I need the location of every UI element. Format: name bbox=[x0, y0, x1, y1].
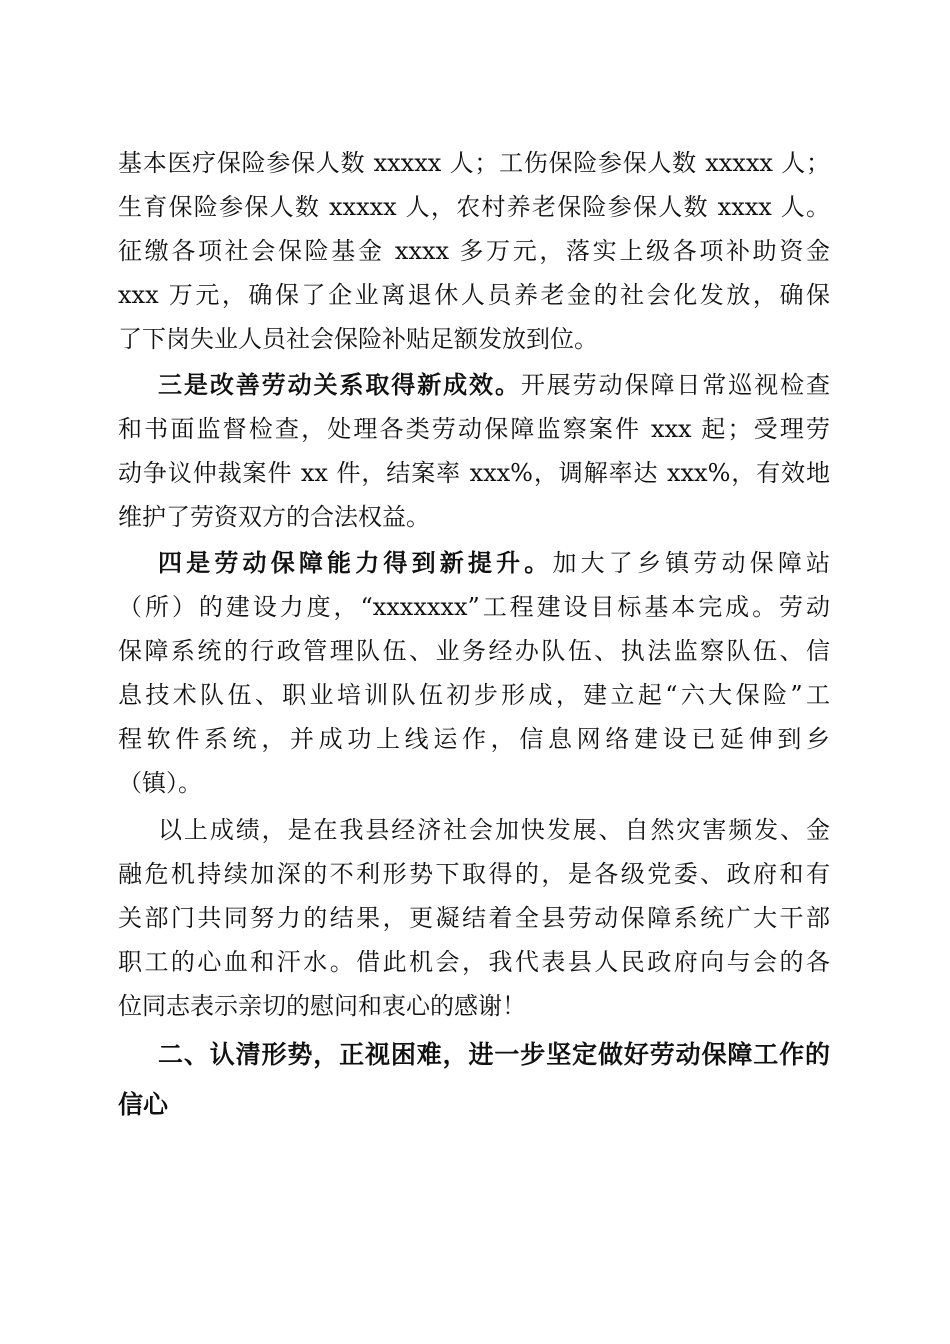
paragraph-line: 保障系统的行政管理队伍、业务经办队伍、执法监察队伍、信 bbox=[118, 637, 830, 665]
paragraph-first-line bbox=[118, 363, 830, 407]
paragraph-line: xxx 万元，确保了企业离退休人员养老金的社会化发放，确保 bbox=[118, 281, 830, 309]
paragraph-line-rest: 开展劳动保障日常巡视检查 bbox=[520, 371, 831, 399]
paragraph-capacity bbox=[118, 541, 830, 805]
paragraph-line: 关部门共同努力的结果，更凝结着全县劳动保障系统广大干部 bbox=[118, 904, 830, 932]
paragraph-line: （镇）。 bbox=[118, 769, 202, 797]
paragraph-line-rest: 加大了乡镇劳动保障站 bbox=[552, 549, 831, 577]
paragraph-first-line: 以上成绩，是在我县经济社会加快发展、自然灾害频发、金 bbox=[158, 816, 830, 844]
paragraph-line: 息技术队伍、职业培训队伍初步形成，建立起“六大保险”工 bbox=[118, 681, 830, 709]
paragraph-line: 位同志表示亲切的慰问和衷心的感谢！ bbox=[118, 992, 526, 1020]
paragraph-line: 融危机持续加深的不利形势下取得的，是各级党委、政府和有 bbox=[118, 860, 830, 888]
paragraph-line: 动争议仲裁案件 xx 件，结案率 xxx%，调解率达 xxx%，有效地 bbox=[118, 459, 830, 487]
paragraph-line: 职工的心血和汗水。借此机会，我代表县人民政府向与会的各 bbox=[118, 948, 830, 976]
paragraph-first-line bbox=[118, 541, 830, 585]
paragraph-line: 维护了劳资双方的合法权益。 bbox=[118, 503, 430, 531]
paragraph-line: 程软件系统，并成功上线运作，信息网络建设已延伸到乡 bbox=[118, 725, 830, 753]
paragraph-line: 征缴各项社会保险基金 xxxx 多万元，落实上级各项补助资金 bbox=[118, 237, 830, 265]
paragraph-line: 基本医疗保险参保人数 xxxxx 人；工伤保险参保人数 xxxxx 人； bbox=[118, 149, 830, 177]
paragraph-lead: 三是改善劳动关系取得新成效。 bbox=[158, 370, 521, 399]
paragraph-line: 了下岗失业人员社会保险补贴足额发放到位。 bbox=[118, 325, 598, 353]
paragraph-line: 和书面监督检查，处理各类劳动保障监察案件 xxx 起；受理劳 bbox=[118, 415, 830, 443]
paragraph-line: 生育保险参保人数 xxxxx 人，农村养老保险参保人数 xxxx 人。 bbox=[118, 193, 830, 221]
section-heading-line: 信心 bbox=[118, 1090, 169, 1119]
paragraph-lead: 四是劳动保障能力得到新提升。 bbox=[158, 548, 553, 577]
section-heading-line: 二、认清形势，正视困难，进一步坚定做好劳动保障工作的 bbox=[158, 1040, 830, 1069]
paragraph-labor-relations bbox=[118, 363, 830, 539]
paragraph-insurance-stats bbox=[118, 141, 830, 361]
paragraph-line: （所）的建设力度，“xxxxxxx”工程建设目标基本完成。劳动 bbox=[118, 593, 830, 621]
section-heading bbox=[118, 1030, 830, 1130]
paragraph-achievements bbox=[118, 808, 830, 1028]
